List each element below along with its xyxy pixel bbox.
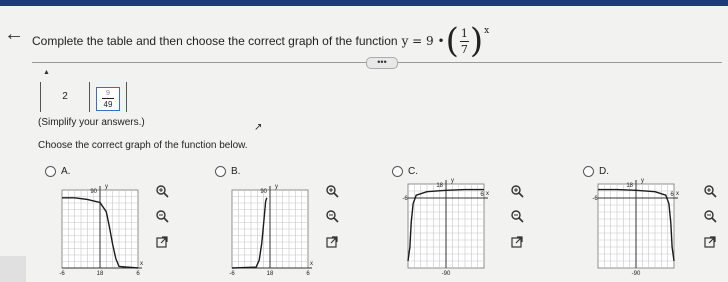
x-axis-label: x: [310, 261, 313, 267]
x-tick-label: -6: [592, 196, 598, 202]
top-bar: [0, 0, 728, 6]
zoom-in-icon[interactable]: [155, 184, 169, 198]
option-a[interactable]: [45, 166, 70, 177]
formula-fraction: [460, 27, 469, 56]
y-tick-label: 18: [626, 183, 633, 189]
x-tick-label: -6: [229, 271, 235, 276]
zoom-out-icon[interactable]: [325, 209, 339, 223]
x-tick-label: 6: [670, 192, 674, 198]
y-tick-label-neg: -90: [631, 271, 641, 276]
x-axis-label: x: [486, 191, 489, 197]
y-tick-label: 18: [436, 183, 443, 189]
y-axis-label: y: [275, 184, 278, 190]
formula-exponent: x: [484, 26, 490, 36]
x-axis-label: x: [676, 191, 679, 197]
formula-lhs: y = 9 •: [401, 34, 445, 48]
external-link-icon[interactable]: [510, 235, 524, 249]
x-tick-label: 18: [96, 271, 104, 276]
graph-option-c: [400, 176, 504, 276]
zoom-in-icon[interactable]: [510, 184, 524, 198]
x-tick-label: -6: [59, 271, 65, 276]
table-x-cell: 2: [41, 82, 90, 112]
external-link-icon[interactable]: [325, 235, 339, 249]
x-tick-label: 6: [306, 271, 310, 276]
more-button[interactable]: •••: [366, 57, 398, 69]
y-axis-label: y: [105, 184, 108, 190]
x-tick-label: 6: [136, 271, 140, 276]
fraction-denominator: 7: [460, 42, 468, 56]
y-axis-label: y: [451, 178, 454, 184]
fraction-numerator: 1: [460, 26, 468, 40]
close-paren: ): [469, 21, 484, 61]
zoom-in-icon[interactable]: [703, 184, 717, 198]
answer-input[interactable]: [96, 87, 120, 111]
table-y-cell: [90, 82, 127, 112]
zoom-out-icon[interactable]: [155, 209, 169, 223]
instruction-text: Choose the correct graph of the function below.: [38, 140, 248, 151]
x-tick-label: 6: [480, 192, 484, 198]
option-a-label: A.: [61, 166, 71, 177]
y-axis-label: y: [641, 178, 644, 184]
external-link-icon[interactable]: [703, 235, 717, 249]
x-tick-label: 18: [266, 271, 274, 276]
question-prefix: Complete the table and then choose the correct graph of the function: [32, 34, 398, 48]
radio-b[interactable]: [215, 166, 226, 177]
option-d-label: D.: [599, 166, 609, 177]
option-b[interactable]: [215, 166, 240, 177]
radio-a[interactable]: [45, 166, 56, 177]
x-axis-label: x: [140, 261, 143, 267]
option-b-label: B.: [231, 166, 241, 177]
back-arrow-icon[interactable]: ←: [4, 23, 24, 45]
corner-block: [0, 256, 26, 282]
collapse-triangle-icon[interactable]: ▲: [43, 69, 50, 76]
zoom-out-icon[interactable]: [510, 209, 524, 223]
simplify-hint: (Simplify your answers.): [38, 117, 145, 128]
graph-option-b: [224, 182, 328, 276]
function-formula: [401, 21, 490, 61]
answer-numerator: 9: [106, 89, 110, 97]
answer-denominator: 49: [103, 99, 113, 109]
open-paren: (: [445, 21, 459, 61]
zoom-in-icon[interactable]: [325, 184, 339, 198]
option-c-label: C.: [408, 166, 418, 177]
graph-option-d: [590, 176, 694, 276]
y-tick-label: 90: [90, 189, 97, 195]
graph-option-a: [54, 182, 158, 276]
x-tick-label: -6: [402, 196, 408, 202]
zoom-out-icon[interactable]: [703, 209, 717, 223]
mouse-cursor-icon: ↗: [254, 122, 263, 133]
y-tick-label-neg: -90: [441, 271, 451, 276]
question-text: [32, 21, 490, 61]
values-table: [40, 82, 127, 112]
external-link-icon[interactable]: [155, 235, 169, 249]
y-tick-label: 90: [260, 189, 267, 195]
